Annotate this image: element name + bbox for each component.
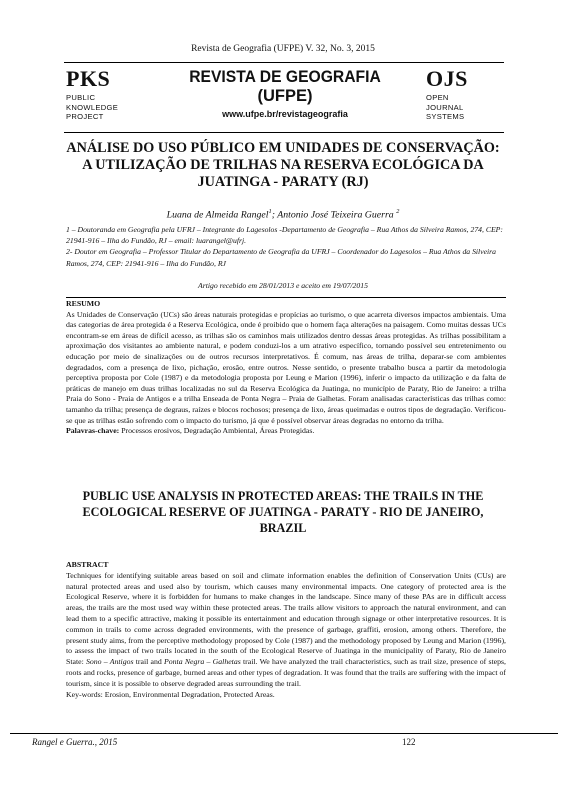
author-line: Luana de Almeida Rangel$^1$; Antonio José Teixeira Guerra $^2$: [166, 208, 400, 221]
abstract-section: [66, 560, 506, 700]
affiliation-1: 1 – Doutoranda em Geografia pela UFRJ – Integrante do Lagesolos -Departamento de Geografia – Rua Athos da Silveira Ramos, 274, CEP: 21941-916 – Ilha do Fundão, RJ – email: luarangel@ufrj.: [66, 225, 503, 246]
abstract-keywords: Key-words: Erosion, Environmental Degradation, Protected Areas.: [66, 689, 275, 699]
pks-logo: PKS: [66, 66, 111, 91]
ojs-caption: OPEN JOURNAL SYSTEMS: [426, 93, 465, 121]
resumo-heading: RESUMO: [66, 299, 101, 308]
masthead-top-rule: [64, 62, 504, 63]
received-date: Artigo recebido em 28/01/2013 e aceito em 19/07/2015: [198, 281, 368, 290]
journal-masthead-title: [146, 68, 424, 119]
abstract-body: Techniques for identifying suitable areas based on soil and climate information enables the definition of Conservation Units (CUs) are natural protected areas and used also by tourism, which causes many environmental impacts. One category of protected area is the Ecological Reserve, where it is forbidden for humans to make changes in the landscape. Since many of these PAs are in difficult access areas, the trails are the most used way within these protected areas. The trails allow visitors to approach the natural environment, and can lead them to a specific attractive, making it possible its entertainment and education through signage or other interpretative resources. It is common in trails to come across degraded environments, with the presence of garbage, graffiti, erosion, among others. Therefore, the present study aims, from the perceptive methodology proposed by Cole (1987) and the methodology proposed by Leung and Marion (1996), to assess the impact of two trails located in the south of the Ecological Reserve of Juatinga in the municipality of Paraty, Rio de Janeiro State: Sono – Antigos trail and Ponta Negra – Galhetas trail. We have analyzed the trail characteristics, such as trail size, presence of steps, roots and rocks, presence of garbage, burned areas and other types of degradation. It was found that the trails are suffering with the impact of tourism, since it is possible to observe degraded areas surrounding the trail.: [66, 570, 507, 688]
abstract-heading: ABSTRACT: [66, 560, 109, 569]
author-1: Luana de Almeida Rangel: [166, 209, 269, 221]
journal-name: REVISTA DE GEOGRAFIA: [189, 68, 381, 86]
resumo-body: As Unidades de Conservação (UCs) são áreas naturais protegidas e propícias ao turismo, o que acarreta diversos impactos ambientais. Uma das categorias de área protegida é a Reserva Ecológica, onde é proibido que o homem faça alterações na paisagem. Como muitas dessas UCs encontram-se em áreas de difícil acesso, as trilhas são os caminhos mais utilizados dentro dessas áreas protegidas. As trilhas possibilitam a aproximação dos visitantes ao ambiente natural, e podem conduzi-los a um atrativo específico, tornando possível seu entretenimento ou educação por meio de sinalizações ou de outros recursos interpretativos. É comum, nas áreas de trilha, deparar-se com ambientes degradados, com a presença de lixo, pichação, erosão, entre outros. Nesse sentido, o presente trabalho busca a partir da metodologia perceptiva proposta por Cole (1987) e da metodologia proposta por Leung e Marion (1996), inferir o impacto da utilização e da falta de práticas de manejo em duas trilhas localizadas no sul da Reserva Ecológica da Juatinga, no município de Paraty, Rio de Janeiro: a trilha Praia do Sono - Praia de Antigos e a trilha Enseada de Ponta Negra – Praia de Galhetas. Foram analisadas características das trilhas como: tamanho da trilha; presença de degraus, raízes e blocos rochosos; presença de lixo, áreas queimadas e outros tipos de degradação. Verificou-se que as trilhas estão sofrendo com o impacto do turismo, já que é possível observar áreas degradas no entorno da trilha.: [66, 309, 506, 425]
ojs-logo-block: [426, 68, 506, 122]
author-2: Antonio José Teixeira Guerra: [277, 209, 394, 221]
footer-rule: [10, 733, 558, 734]
affiliation-2: 2- Doutor em Geografia – Professor Titular do Departamento de Geografia da UFRJ – Coordenador do Lagesolos – Rua Athos da Silveira Ramos, 274, CEP: 21941-916 – Ilha do Fundão, RJ: [66, 247, 496, 268]
footer-citation: Rangel e Guerra., 2015: [32, 737, 118, 747]
page-number: 122: [402, 737, 416, 747]
journal-institution: (UFPE): [257, 87, 313, 105]
masthead: [64, 62, 504, 136]
resumo-keywords: Palavras-chave: Processos erosivos, Degradação Ambiental, Áreas Protegidas.: [66, 426, 315, 436]
affiliations: [66, 224, 506, 269]
masthead-bottom-rule: [64, 132, 504, 133]
pks-logo-block: [66, 68, 146, 122]
ojs-logo: OJS: [426, 66, 468, 91]
article-title-en: PUBLIC USE ANALYSIS IN PROTECTED AREAS: THE TRAILS IN THE ECOLOGICAL RESERVE OF JUATINGA - PARATY - RIO DE JANEIRO, BRAZIL: [82, 489, 484, 535]
resumo-section: [66, 297, 506, 437]
pks-caption: PUBLIC KNOWLEDGE PROJECT: [66, 93, 119, 121]
journal-header: Revista de Geografia (UFPE) V. 32, No. 3, 2015: [191, 44, 375, 54]
journal-url[interactable]: www.ufpe.br/revistageografia: [222, 109, 348, 119]
article-title-pt: ANÁLISE DO USO PÚBLICO EM UNIDADES DE CONSERVAÇÃO: A UTILIZAÇÃO DE TRILHAS NA RESERVA ECOLÓGICA DA JUATINGA - PARATY (RJ): [66, 140, 500, 190]
